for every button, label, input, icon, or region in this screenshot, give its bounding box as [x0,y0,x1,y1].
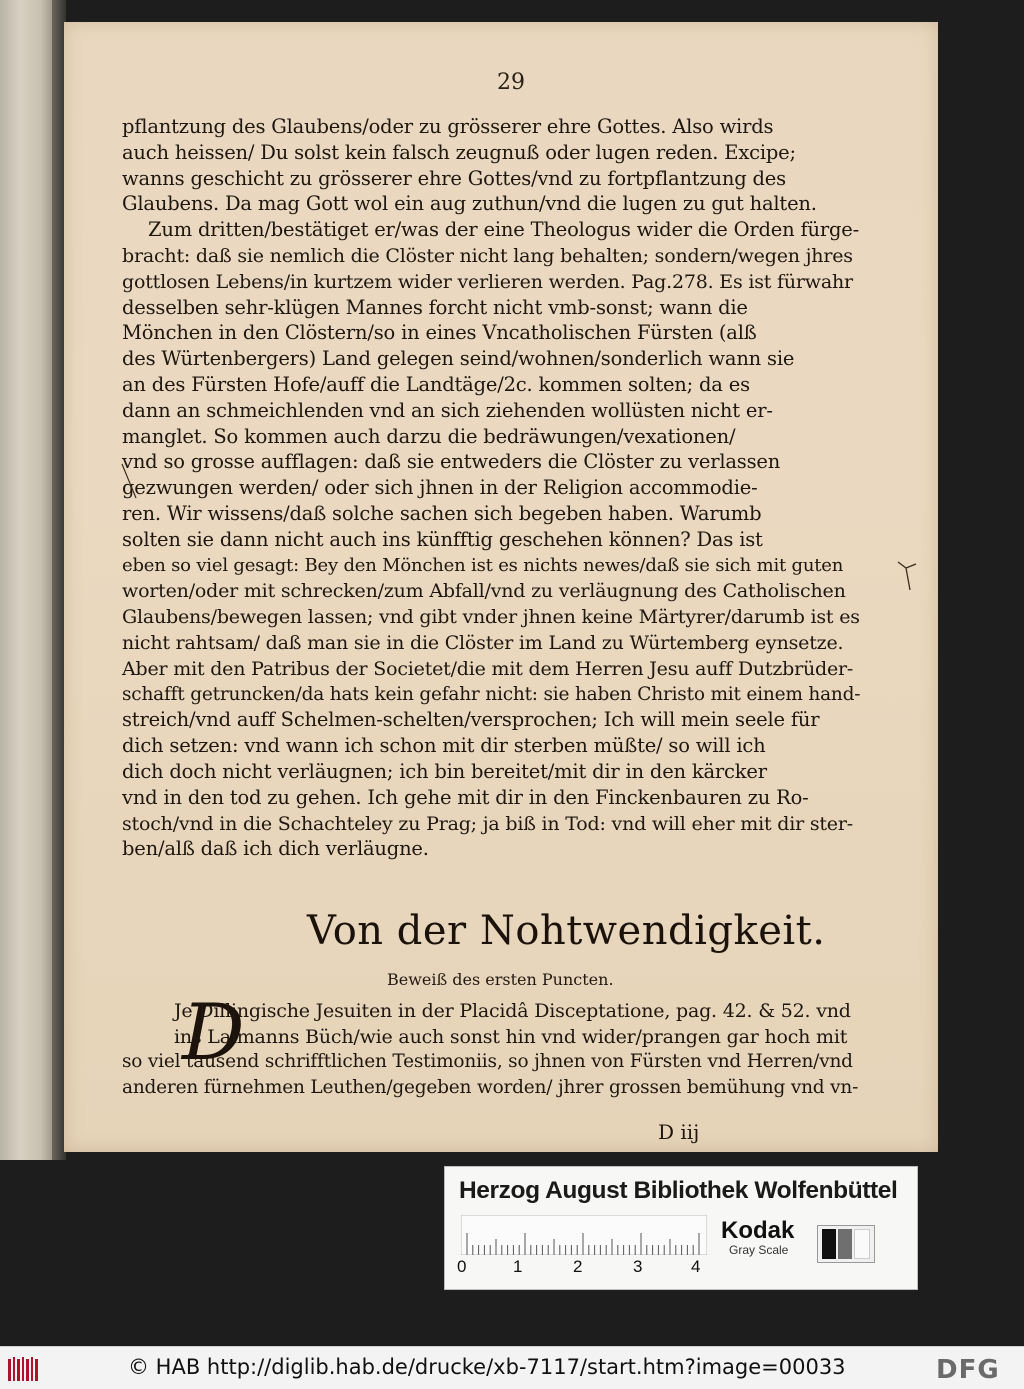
ruler-number: 2 [573,1257,583,1276]
book-page [64,22,938,1152]
ruler-number: 3 [633,1257,643,1276]
text-line: schafft getruncken/da hats kein gefahr nicht: sie haben Christo mit einem hand- [122,683,861,705]
text-line: an des Fürsten Hofe/auff die Landtäge/2c. kommen solten; da es [122,373,750,396]
swatch-black [822,1229,836,1259]
text-line: so viel tausend schrifftlichen Testimoniis, so jhnen von Fürsten vnd Herren/vnd [122,1051,853,1072]
text-line: ben/alß daß ich dich verläugne. [122,837,429,861]
text-line: nicht rahtsam/ daß man sie in die Clöster im Land zu Würtemberg eynsetze. [122,632,844,654]
ruler-number: 0 [457,1257,467,1276]
text-line: vnd in den tod zu gehen. Ich gehe mit dir in den Finckenbauren zu Ro- [122,785,809,809]
ruler-scale-icon [461,1215,707,1255]
page-number: 29 [497,70,525,95]
drop-capital: D [182,988,245,1078]
text-line: wanns geschicht zu grösserer ehre Gottes/vnd zu fortpflantzung des [122,166,786,190]
page-signature: D iij [658,1120,700,1144]
text-line: Glaubens/bewegen lassen; vnd gibt vnder jhnen keine Märtyrer/darumb ist es [122,606,860,629]
calibration-card [444,1166,918,1290]
kodak-label: Kodak [721,1217,795,1244]
text-line: desselben sehr-klügen Mannes forcht nicht vmb-sonst; wann die [122,295,748,319]
text-line: vnd so grosse aufflagen: daß sie entweders die Clöster zu verlassen [122,450,781,474]
book-page-edge [0,0,58,1160]
text-line: worten/oder mit schrecken/zum Abfall/vnd zu verläugnung des Catholischen [122,580,846,603]
text-line: Aber mit den Patribus der Societet/die mit dem Herren Jesu auff Dutzbrüder- [122,657,854,680]
ruler-number: 4 [691,1257,701,1276]
text-line: manglet. So kommen auch darzu die bedräwungen/vexationen/ [122,424,736,448]
text-line: solten sie dann nicht auch ins künfftig geschehen können? Das ist [122,527,763,551]
text-line: eben so viel gesagt: Bey den Mönchen ist es nichts newes/daß sie sich mit guten [122,554,844,576]
text-line: dann an schmeichlenden vnd an sich ziehenden wollüsten nicht er- [122,398,773,422]
text-line: pflantzung des Glaubens/oder zu grösserer ehre Gottes. Also wirds [122,115,774,138]
gray-scale-label: Gray Scale [729,1243,789,1257]
text-line: anderen fürnehmen Leuthen/gegeben worden/ jhrer grossen bemühung vnd vn- [122,1076,859,1098]
text-line: des Würtenbergers) Land gelegen seind/wohnen/sonderlich wann sie [122,347,795,371]
margin-pen-mark-icon [120,462,140,502]
footer-bar [0,1346,1024,1389]
margin-pen-mark-icon [896,558,920,594]
text-line: gezwungen werden/ oder sich jhnen in der Religion accommodie- [122,476,758,500]
text-line: dich doch nicht verläugnen; ich bin bereitet/mit dir in den kärcker [122,760,767,783]
swatch-white [854,1229,870,1259]
text-line: ins Laimanns Büch/wie auch sonst hin vnd wider/prangen gar hoch mit [174,1025,848,1048]
text-line: bracht: daß sie nemlich die Clöster nicht lang behalten; sondern/wegen jhres [122,245,853,267]
copyright-url: © HAB http://diglib.hab.de/drucke/xb-7117/start.htm?image=00033 [128,1355,846,1379]
text-line: Zum dritten/bestätiget er/was der eine Theologus wider die Orden fürge- [148,218,859,242]
swatch-gray [838,1229,852,1259]
text-line: streich/vnd auff Schelmen-schelten/versprochen; Ich will mein seele für [122,708,820,732]
text-line: auch heissen/ Du solst kein falsch zeugnuß oder lugen reden. Excipe; [122,140,796,164]
text-line: ren. Wir wissens/daß solche sachen sich begeben haben. Warumb [122,502,762,525]
dfg-logo: DFG [936,1355,1000,1385]
hab-barcode-logo-icon [8,1355,38,1383]
library-name: Herzog August Bibliothek Wolfenbüttel [459,1177,898,1204]
text-line: stoch/vnd in die Schachteley zu Prag; ja biß in Tod: vnd will eher mit dir ster- [122,812,853,835]
text-line: Je Dillingische Jesuiten in der Placidâ Disceptatione, pag. 42. & 52. vnd [174,1000,851,1022]
section-subheading: Beweiß des ersten Puncten. [387,970,614,989]
gray-scale-swatches [817,1225,875,1263]
section-heading: Von der Nohtwendigkeit. [307,908,826,954]
text-line: gottlosen Lebens/in kurtzem wider verlieren werden. Pag.278. Es ist fürwahr [122,270,853,293]
text-line: Mönchen in den Clöstern/so in eines Vncatholischen Fürsten (alß [122,321,757,345]
text-line: dich setzen: vnd wann ich schon mit dir sterben müßte/ so will ich [122,734,766,758]
ruler-number: 1 [513,1257,523,1276]
text-line: Glaubens. Da mag Gott wol ein aug zuthun/vnd die lugen zu gut halten. [122,192,817,216]
